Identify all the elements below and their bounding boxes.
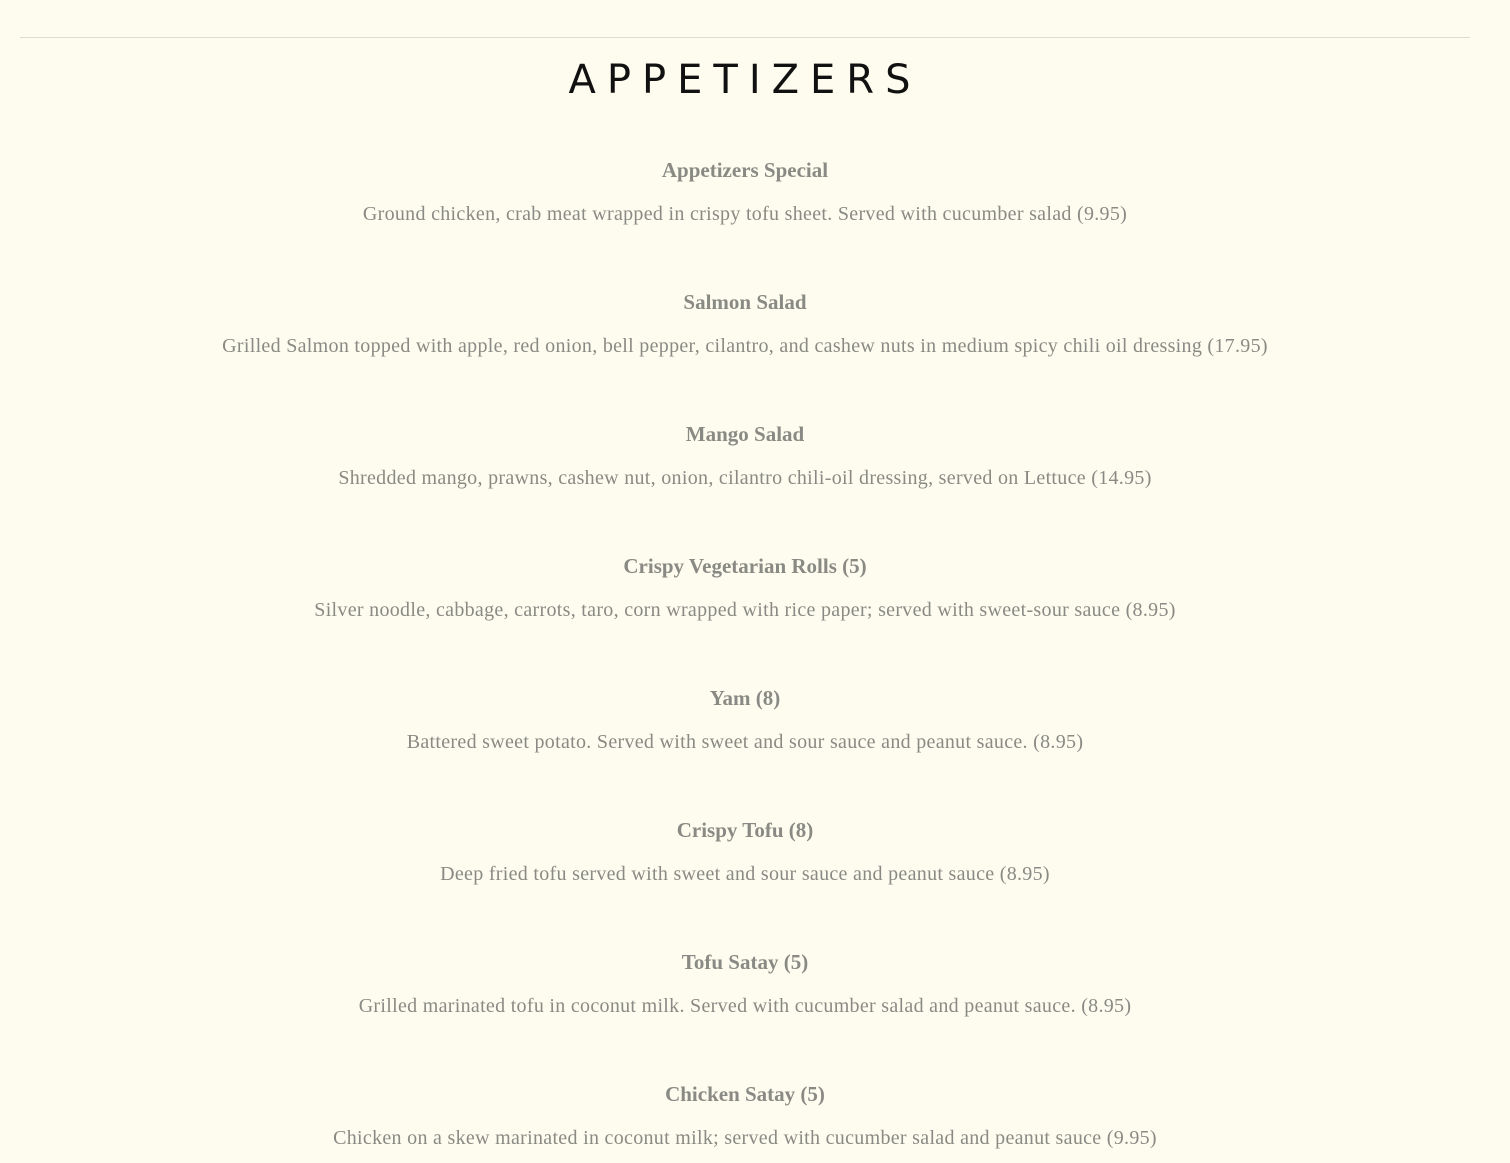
menu-item — [0, 680, 1490, 812]
menu-item-description: Silver noodle, cabbage, carrots, taro, corn wrapped with rice paper; served with sweet-sour sauce (8.95) — [314, 599, 1176, 621]
menu-item — [0, 548, 1490, 680]
menu-item-description: Chicken on a skew marinated in coconut milk; served with cucumber salad and peanut sauce (9.95) — [333, 1127, 1157, 1149]
menu-item — [0, 812, 1490, 944]
menu-item-name: Tofu Satay (5) — [681, 950, 809, 974]
menu-item-name: Appetizers Special — [661, 158, 829, 182]
menu-item — [0, 1076, 1490, 1163]
section-title: APPETIZERS — [568, 57, 922, 103]
divider — [20, 37, 1470, 38]
menu-item-name: Mango Salad — [685, 422, 805, 446]
menu-item — [0, 944, 1490, 1076]
menu-item-description: Ground chicken, crab meat wrapped in crispy tofu sheet. Served with cucumber salad (9.95) — [362, 203, 1128, 225]
menu-item — [0, 152, 1490, 284]
menu-item — [0, 416, 1490, 548]
menu-item-description: Shredded mango, prawns, cashew nut, onion, cilantro chili-oil dressing, served on Lettuce (14.95) — [338, 467, 1152, 489]
menu-item-description: Grilled Salmon topped with apple, red onion, bell pepper, cilantro, and cashew nuts in medium spicy chili oil dressing (17.95) — [222, 335, 1268, 357]
menu-item-name: Crispy Vegetarian Rolls (5) — [623, 554, 867, 578]
menu-item-description: Battered sweet potato. Served with sweet and sour sauce and peanut sauce. (8.95) — [406, 731, 1084, 753]
menu-item-name: Yam (8) — [709, 686, 781, 710]
menu-item-description: Deep fried tofu served with sweet and sour sauce and peanut sauce (8.95) — [440, 863, 1050, 885]
menu-item — [0, 284, 1490, 416]
menu-item-name: Chicken Satay (5) — [665, 1082, 825, 1106]
menu-item-name: Salmon Salad — [683, 290, 807, 314]
menu-item-name: Crispy Tofu (8) — [676, 818, 814, 842]
menu-item-list — [0, 152, 1490, 1163]
menu-item-description: Grilled marinated tofu in coconut milk. Served with cucumber salad and peanut sauce. (8.95) — [358, 995, 1132, 1017]
